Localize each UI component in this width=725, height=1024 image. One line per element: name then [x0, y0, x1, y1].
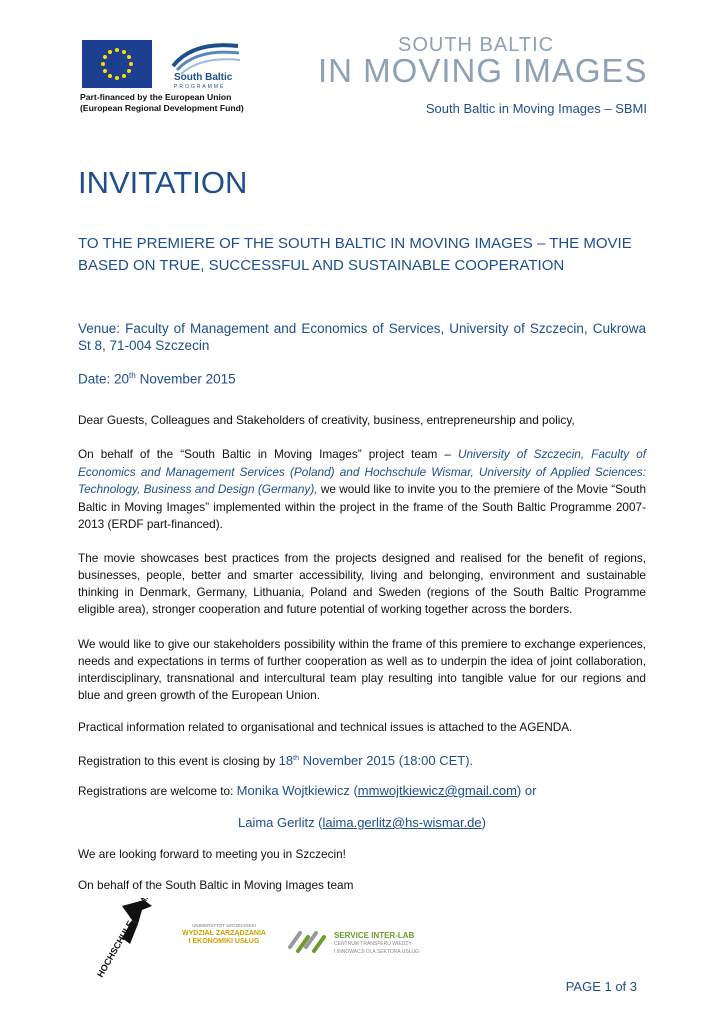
- reg-end: November 2015 (18:00 CET).: [299, 752, 474, 768]
- contact-1-email-link[interactable]: mmwojtkiewicz@gmail.com: [357, 783, 517, 798]
- p1-start: On behalf of the “South Baltic in Moving Images” project team –: [78, 447, 458, 461]
- service-inter-lab-logo: [334, 932, 419, 956]
- paragraph-1: [78, 446, 646, 534]
- registration-contact-2: [78, 814, 646, 832]
- sil-title: SERVICE INTER-LAB: [334, 931, 415, 940]
- funding-line-1: Part-financed by the European Union: [80, 92, 232, 102]
- date-info: [78, 371, 236, 387]
- funding-note: [80, 92, 244, 113]
- contact-1-name: Monika Wojtkiewicz (: [236, 783, 358, 798]
- reg-date: 18: [278, 752, 294, 768]
- registration-deadline: [78, 750, 646, 770]
- south-baltic-programme-text: PROGRAMME: [174, 84, 226, 90]
- sil-sub-1: CENTRUM TRANSFERU WIEDZY: [334, 941, 412, 947]
- wz-university: UNIWERSYTET SZCZECIŃSKI: [192, 923, 256, 928]
- project-label: South Baltic in Moving Images – SBMI: [425, 101, 647, 116]
- closing-line-2: On behalf of the South Baltic in Moving Images team: [78, 878, 354, 892]
- wz-line-2: I EKONOMIKI USŁUG: [188, 938, 260, 945]
- brand-title-line-1: SOUTH BALTIC: [398, 34, 555, 56]
- contact-2-name: Laima Gerlitz (: [237, 815, 323, 830]
- p1-end: we would like to invite you to the premiere of the Movie “South Baltic in Moving Images” implemented within the project in the frame of the South Baltic Programme 2007-2013 (ERDF part-financed).: [78, 482, 646, 531]
- wz-logo: [182, 922, 266, 946]
- invitation-subtitle: TO THE PREMIERE OF THE SOUTH BALTIC IN MOVING IMAGES – THE MOVIE BASED ON TRUE, SUCCESSFUL AND SUSTAINABLE COOPERATION: [78, 235, 632, 274]
- reg-start: Registration to this event is closing by: [78, 753, 279, 768]
- contact-2-email-link[interactable]: laima.gerlitz@hs-wismar.de: [322, 815, 482, 830]
- contact-2-end: ): [481, 815, 486, 830]
- wz-line-1: WYDZIAŁ ZARZĄDZANIA: [182, 930, 266, 937]
- sil-sub-2: I INNOWACJI DLA SEKTORA USŁUG: [334, 949, 420, 955]
- reg-sup: th: [293, 754, 300, 762]
- date-sup: th: [129, 371, 136, 380]
- paragraph-3: We would like to give our stakeholders possibility within the frame of this premiere to exchange experiences, needs and expectations in terms of further cooperation as well as to underpin the idea of joint collaboration, interdisciplinary, transnational and intercultural team play resulting into tangible value for our regions and blue and green growth of the European Union.: [78, 637, 646, 702]
- paragraph-4: Practical information related to organisational and technical issues is attached to the AGENDA.: [78, 720, 573, 734]
- venue-info: Venue: Faculty of Management and Economics of Services, University of Szczecin, Cukrowa St 8, 71-004 Szczecin: [78, 321, 646, 353]
- funding-line-2: (European Regional Development Fund): [80, 102, 244, 113]
- brand-title-line-2: IN MOVING IMAGES: [318, 52, 648, 89]
- paragraph-2: The movie showcases best practices from the projects designed and realised for the benefit of regions, businesses, people, better and smarter accessibility, living and belonging, environment and sustainable thinking in Denmark, Germany, Lithuania, Poland and Sweden (regions of the South Baltic Programme eligible area), stronger cooperation and future potential of working together across the borders.: [78, 551, 646, 616]
- service-inter-lab-icon: [286, 925, 328, 955]
- date-suffix: November 2015: [135, 371, 236, 387]
- registration-contacts: [78, 782, 646, 800]
- eu-flag-logo: [82, 40, 152, 88]
- south-baltic-logo-text: South Baltic: [174, 72, 233, 83]
- page-number: PAGE 1 of 3: [565, 979, 637, 994]
- date-prefix: Date: 20: [78, 371, 130, 387]
- closing-line-1: We are looking forward to meeting you in Szczecin!: [78, 847, 346, 861]
- greeting: Dear Guests, Colleagues and Stakeholders of creativity, business, entrepreneurship and policy,: [78, 413, 575, 427]
- contact-1-end: ) or: [516, 783, 537, 798]
- page-title: INVITATION: [78, 165, 248, 200]
- p1-italic: University of Szczecin, Faculty of Economics and Management Services (Poland) and Hochschule Wismar, University of Applied Sciences: Technology, Business and Design (Germany),: [78, 447, 647, 496]
- wismar-logo-text: HOCHSCHULE WISMAR: [95, 898, 156, 979]
- hochschule-wismar-logo: [92, 898, 164, 980]
- welcome-start: Registrations are welcome to:: [78, 784, 237, 798]
